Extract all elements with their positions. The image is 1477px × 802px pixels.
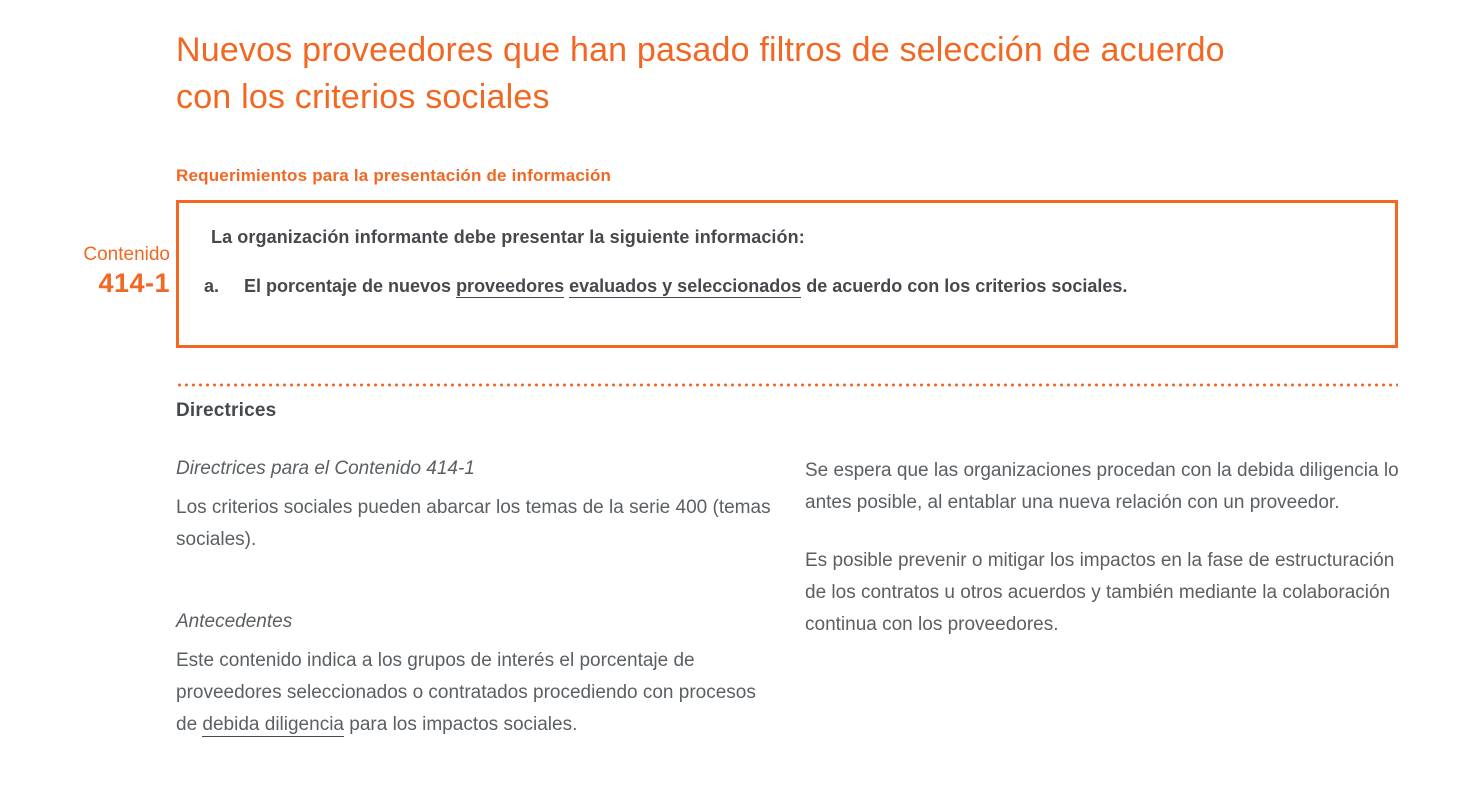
- requirement-item-link-evaluados: evaluados y seleccionados: [569, 276, 802, 296]
- guidance-paragraph-antecedentes-part2: para los impactos sociales.: [343, 714, 578, 735]
- content-marker: [20, 243, 170, 299]
- guidance-left-column: [176, 455, 776, 741]
- guidance-subheading-content: Directrices para el Contenido 414-1: [176, 458, 475, 479]
- requirement-item: [204, 273, 1375, 300]
- requirement-intro: La organización informante debe presentar la siguiente información:: [211, 227, 805, 247]
- requirements-heading: Requerimientos para la presentación de información: [176, 166, 612, 185]
- content-marker-number: 414-1: [98, 268, 170, 298]
- guidance-subheading-antecedentes: Antecedentes: [176, 611, 293, 632]
- guidance-paragraph-antecedentes-part1: Este contenido indica a los grupos de interés el porcentaje de proveedores seleccionados o contratados procediendo con procesos de: [176, 650, 756, 735]
- requirement-item-marker: a.: [204, 276, 220, 296]
- guidance-paragraph-antecedentes: [176, 645, 776, 741]
- guidance-paragraph-debida-diligencia: Se espera que las organizaciones procedan con la debida diligencia lo antes posible, al entablar una nueva relación con un proveedor.: [805, 460, 1399, 513]
- guidance-paragraph-criterios: Los criterios sociales pueden abarcar los temas de la serie 400 (temas sociales).: [176, 497, 771, 550]
- dotted-divider: [176, 383, 1398, 387]
- guidance-right-column: [805, 455, 1405, 641]
- requirement-item-text: [244, 273, 1375, 300]
- guidance-paragraph-mitigacion: Es posible prevenir o mitigar los impactos en la fase de estructuración de los contratos u otros acuerdos y también mediante la colaboración continua con los proveedores.: [805, 550, 1395, 635]
- requirement-box: [176, 200, 1398, 348]
- guidance-heading: Directrices: [176, 400, 277, 421]
- page-title: Nuevos proveedores que han pasado filtros de selección de acuerdo con los criterios sociales: [176, 30, 1225, 116]
- requirement-item-text-part3: de acuerdo con los criterios sociales.: [801, 276, 1128, 296]
- requirement-item-link-proveedores: proveedores: [456, 276, 565, 296]
- guidance-link-debida-diligencia: debida diligencia: [202, 714, 344, 735]
- requirement-item-text-part1: El porcentaje de nuevos: [244, 276, 457, 296]
- content-marker-label: Contenido: [83, 244, 170, 265]
